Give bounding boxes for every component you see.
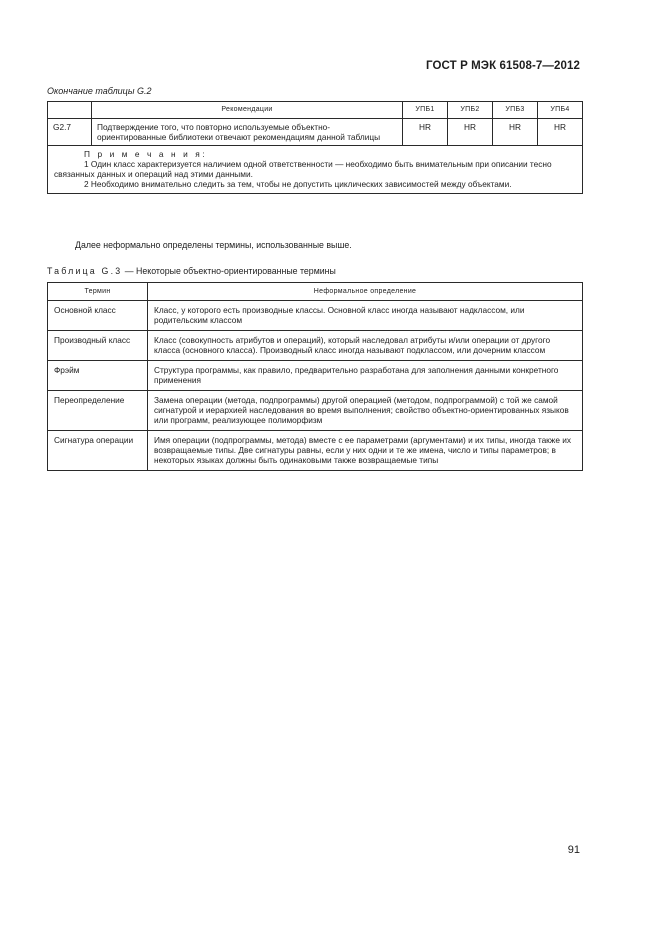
column-header-recommendations: Рекомендации — [92, 102, 403, 119]
row-level-sil4: HR — [538, 119, 583, 146]
body-paragraph: Далее неформально определены термины, использованные выше. — [75, 240, 352, 250]
note-item: 2 Необходимо внимательно следить за тем, чтобы не допустить циклических зависимостей между объектами. — [84, 179, 512, 189]
table-g3-title: — Некоторые объектно-ориентированные термины — [122, 266, 336, 276]
document-header: ГОСТ Р МЭК 61508-7—2012 — [426, 60, 580, 72]
notes-heading: П р и м е ч а н и я: — [84, 149, 208, 159]
notes-cell — [48, 146, 583, 194]
page-number: 91 — [567, 844, 580, 856]
term-cell: Фрэйм — [48, 361, 148, 391]
table-row — [48, 331, 583, 361]
table-g3 — [47, 282, 583, 471]
definition-cell: Структура программы, как правило, предварительно разработана для заполнения данными конкретного применения — [148, 361, 583, 391]
term-cell: Основной класс — [48, 301, 148, 331]
term-cell: Производный класс — [48, 331, 148, 361]
table-row — [48, 391, 583, 431]
column-header-sil1: УПБ1 — [403, 102, 448, 119]
term-cell: Сигнатура операции — [48, 431, 148, 471]
table-g2-empty-header — [48, 102, 92, 119]
table-g2-end — [47, 101, 583, 194]
row-level-sil1: HR — [403, 119, 448, 146]
row-text: Подтверждение того, что повторно используемые объектно-ориентированные библиотеки отвечают рекомендациям данной таблицы — [92, 119, 403, 146]
note-item: 1 Один класс характеризуется наличием одной ответственности — необходимо быть внимательным при описании тесно связанных данных и операций над этими данными. — [54, 159, 552, 179]
table-g3-caption — [47, 266, 336, 276]
table-row — [48, 301, 583, 331]
definition-cell: Замена операции (метода, подпрограммы) другой операцией (методом, подпрограммой) с той же самой сигнатурой и иерархией наследования во время выполнения; свойство объектно-ориентированных языков или программ, реализующее полиморфизм — [148, 391, 583, 431]
row-level-sil3: HR — [493, 119, 538, 146]
term-cell: Переопределение — [48, 391, 148, 431]
column-header-sil4: УПБ4 — [538, 102, 583, 119]
column-header-term: Термин — [48, 283, 148, 301]
table-continuation-caption: Окончание таблицы G.2 — [47, 86, 152, 96]
table-g3-label: Таблица G.3 — [47, 266, 123, 276]
column-header-sil2: УПБ2 — [448, 102, 493, 119]
column-header-sil3: УПБ3 — [493, 102, 538, 119]
definition-cell: Класс (совокупность атрибутов и операций), который наследовал атрибуты и/или операции от другого класса (основного класса). Производный класс иногда называют подклассом, или дочерним классом — [148, 331, 583, 361]
row-id: G2.7 — [48, 119, 92, 146]
table-row — [48, 361, 583, 391]
definition-cell: Класс, у которого есть производные классы. Основной класс иногда называют надклассом, или родительским классом — [148, 301, 583, 331]
column-header-definition: Неформальное определение — [148, 283, 583, 301]
definition-cell: Имя операции (подпрограммы, метода) вместе с ее параметрами (аргументами) и их типы, иногда также их возвращаемые типы. Две сигнатуры равны, если у них одни и те же имена, число и типы параметров; в некоторых языках должны быть одинаковыми также возвращаемые типы — [148, 431, 583, 471]
table-row — [48, 431, 583, 471]
row-level-sil2: HR — [448, 119, 493, 146]
